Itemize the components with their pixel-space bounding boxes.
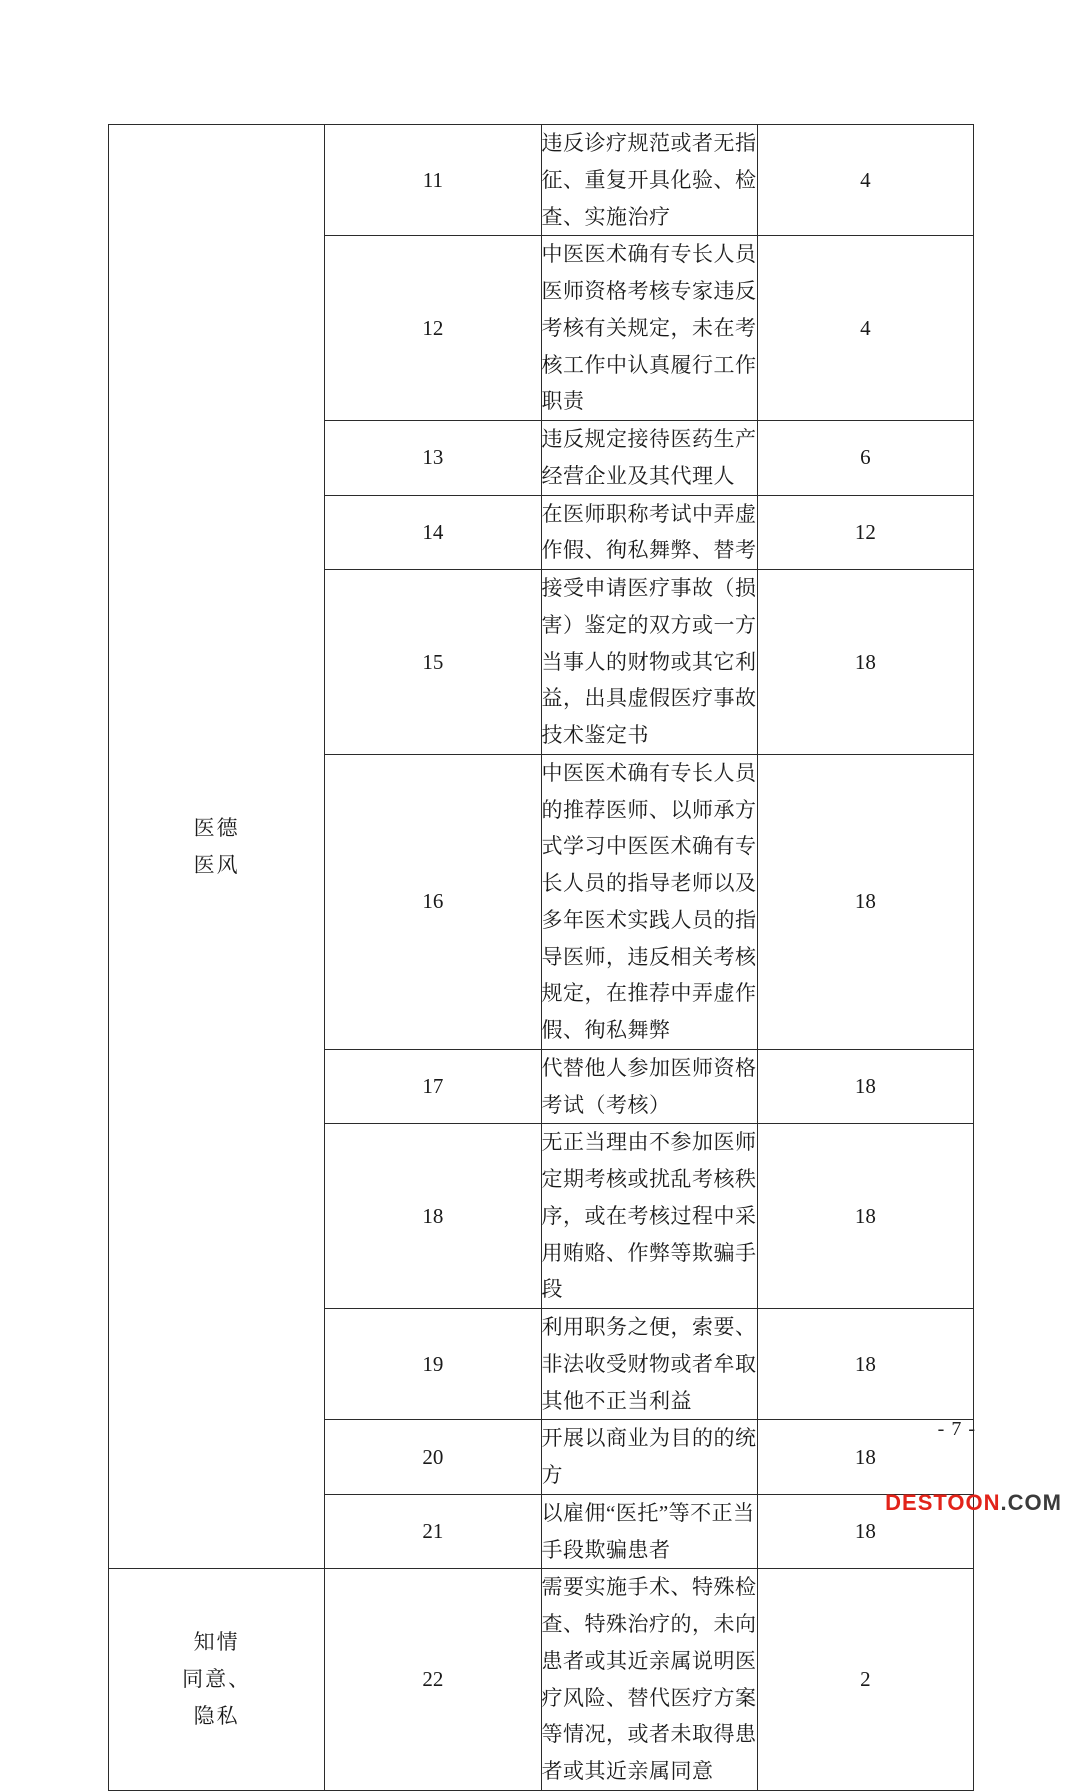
row-description: 违反规定接待医药生产经营企业及其代理人 xyxy=(541,421,757,496)
row-score: 12 xyxy=(757,495,973,570)
row-score: 18 xyxy=(757,754,973,1049)
table-row xyxy=(109,1569,974,1791)
row-number: 12 xyxy=(325,236,541,421)
row-number: 22 xyxy=(325,1569,541,1791)
row-description: 中医医术确有专长人员的推荐医师、以师承方式学习中医医术确有专长人员的指导老师以及多年医术实践人员的指导医师，违反相关考核规定，在推荐中弄虚作假、徇私舞弊 xyxy=(541,754,757,1049)
category-label-line1: 知情 xyxy=(193,1630,240,1655)
row-score: 18 xyxy=(757,1420,973,1495)
page-number: - 7 - xyxy=(937,1418,976,1440)
row-number: 17 xyxy=(325,1049,541,1124)
row-score: 4 xyxy=(757,236,973,421)
row-description: 在医师职称考试中弄虚作假、徇私舞弊、替考 xyxy=(541,495,757,570)
row-number: 20 xyxy=(325,1420,541,1495)
row-score: 18 xyxy=(757,1049,973,1124)
category-cell-informed-consent xyxy=(109,1569,325,1791)
row-description: 接受申请医疗事故（损害）鉴定的双方或一方当事人的财物或其它利益，出具虚假医疗事故技术鉴定书 xyxy=(541,570,757,755)
row-score: 18 xyxy=(757,1309,973,1420)
row-number: 15 xyxy=(325,570,541,755)
row-score: 2 xyxy=(757,1569,973,1791)
row-description: 代替他人参加医师资格考试（考核） xyxy=(541,1049,757,1124)
row-number: 19 xyxy=(325,1309,541,1420)
row-number: 21 xyxy=(325,1494,541,1569)
category-label-line1: 医德 xyxy=(193,815,240,840)
row-number: 13 xyxy=(325,421,541,496)
table-row xyxy=(109,125,974,236)
row-score: 6 xyxy=(757,421,973,496)
category-label-line2: 同意、 xyxy=(182,1667,252,1692)
category-label-line3: 隐私 xyxy=(193,1703,240,1728)
row-number: 18 xyxy=(325,1124,541,1309)
row-description: 违反诊疗规范或者无指征、重复开具化验、检查、实施治疗 xyxy=(541,125,757,236)
row-number: 16 xyxy=(325,754,541,1049)
watermark-suffix: .COM xyxy=(1000,1490,1062,1515)
row-number: 14 xyxy=(325,495,541,570)
row-score: 18 xyxy=(757,1124,973,1309)
row-score: 4 xyxy=(757,125,973,236)
row-description: 需要实施手术、特殊检查、特殊治疗的，未向患者或其近亲属说明医疗风险、替代医疗方案等情况，或者未取得患者或其近亲属同意 xyxy=(541,1569,757,1791)
row-description: 无正当理由不参加医师定期考核或扰乱考核秩序，或在考核过程中采用贿赂、作弊等欺骗手段 xyxy=(541,1124,757,1309)
row-number: 11 xyxy=(325,125,541,236)
row-description: 中医医术确有专长人员医师资格考核专家违反考核有关规定，未在考核工作中认真履行工作职责 xyxy=(541,236,757,421)
row-description: 开展以商业为目的的统方 xyxy=(541,1420,757,1495)
row-description: 以雇佣“医托”等不正当手段欺骗患者 xyxy=(541,1494,757,1569)
category-cell-medical-ethics xyxy=(109,125,325,1569)
scoring-table xyxy=(108,124,974,1791)
row-score: 18 xyxy=(757,1494,973,1569)
watermark-brand: DESTOON xyxy=(885,1490,1001,1515)
row-score: 18 xyxy=(757,570,973,755)
category-label-line2: 医风 xyxy=(193,852,240,877)
watermark xyxy=(885,1490,1062,1516)
row-description: 利用职务之便，索要、非法收受财物或者牟取其他不正当利益 xyxy=(541,1309,757,1420)
